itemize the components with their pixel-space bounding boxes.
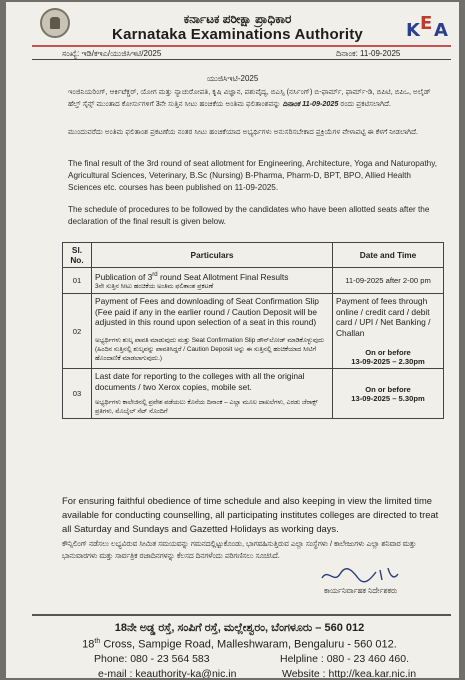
subject-line: ಯುಜಿಸಿಇಟಿ-2025 — [206, 74, 259, 83]
row-date: Payment of fees through online / credit card / debit card / UPI / Net Banking / Challan On or before 13-09-2025 – 2.30pm — [333, 294, 444, 369]
closing-paragraph-english: For ensuring faithful obedience of time schedule and also keeping in view the limited time available for conducting counselling, all participating institutes colleges are directed to treat all Saturday and Sundays and Gazetted Holidays as working days. — [62, 495, 439, 534]
kannada-paragraph-1: ಇಂಜಿನಿಯರಿಂಗ್, ಆರ್ಕಿಟೆಕ್ಚರ್, ಯೋಗ ಮತ್ತು ನ್ಯಾಚುರೋಪತಿ, ಕೃಷಿ ವಿಜ್ಞಾನ, ಪಶುವೈದ್ಯ, ಬಿಎಸ್ಸಿ (ನರ್ಸಿಂಗ್) ಬಿ-ಫಾರ್ಮ್, ಫಾರ್ಮ್-ಡಿ, ಬಿಪಿಟಿ, ಬಿಪಿಒ, ಅಲೈಡ್ ಹೆಲ್ತ್ ಸೈನ್ಸ್ ಮುಂತಾದ ಕೋರ್ಸುಗಳಿಗೆ 3ನೇ ಸುತ್ತಿನ ಸೀಟು ಹಂಚಿಕೆಯ ಅಂತಿಮ ಫಲಿತಾಂಶವನ್ನು ದಿನಾಂಕ 11-09-2025 ರಂದು ಪ್ರಕಟಿಸಲಾಗಿದೆ. — [68, 87, 431, 108]
authority-title-english: Karnataka Examinations Authority — [112, 26, 363, 43]
footer-address-kannada: 18ನೇ ಅಡ್ಡ ರಸ್ತೆ, ಸಂಪಿಗೆ ರಸ್ತೆ, ಮಲ್ಲೇಶ್ವರಂ, ಬೆಂಗಳೂರು – 560 012 — [114, 622, 365, 634]
authority-title-kannada: ಕರ್ನಾಟಕ ಪರೀಕ್ಷಾ ಪ್ರಾಧಿಕಾರ — [183, 12, 292, 26]
table-row — [63, 369, 444, 419]
row-particulars: Publication of 3rd round Seat Allotment Final Results 3ನೇ ಸುತ್ತಿನ ಸೀಟು ಹಂಚಿಕೆಯ ಅಂತಿಮ ಫಲಿತಾಂಶ ಪ್ರಕಟಣೆ — [92, 268, 333, 294]
footer-divider — [32, 614, 451, 616]
notice-date: ದಿನಾಂಕ: 11-09-2025 — [336, 49, 401, 58]
closing-paragraph-kannada: ಕೌನ್ಸಿಲಿಂಗ್ ನಡೆಸಲು ಲಭ್ಯವಿರುವ ಸೀಮಿತ ಸಮಯವನ್ನು ಗಮನದಲ್ಲಿಟ್ಟುಕೊಂಡು, ಭಾಗವಹಿಸುತ್ತಿರುವ ಎಲ್ಲಾ ಸಂಸ್ಥೆಗಳು / ಕಾಲೇಜುಗಳು ಎಲ್ಲಾ ಶನಿವಾರ ಮತ್ತು ಭಾನುವಾರಗಳು ಮತ್ತು ಸಾರ್ವತ್ರಿಕ ರಜಾದಿನಗಳನ್ನು ಕೆಲಸದ ದಿನಗಳೆಂದು ಪರಿಗಣಿಸಲು ಸೂಚಿಸಿದೆ. — [62, 539, 417, 560]
footer-phone: Phone: 080 - 23 564 583 — [94, 653, 210, 665]
footer-email[interactable]: e-mail : keauthority-ka@nic.in — [98, 668, 237, 678]
schedule-table — [62, 242, 444, 419]
header-divider-thin — [32, 59, 451, 60]
footer-website[interactable]: Website : http://kea.kar.nic.in — [282, 668, 417, 678]
row-date: On or before 13-09-2025 – 5.30pm — [333, 369, 444, 419]
row-sl: 01 — [63, 268, 92, 294]
signature-icon — [318, 564, 408, 586]
row-sl: 02 — [63, 294, 92, 369]
header-particulars: Particulars — [92, 243, 333, 268]
header-sl-no: Sl. No. — [63, 243, 92, 268]
kannada-paragraph-2: ಮುಂದುವರೆದು ಅಂತಿಮ ಫಲಿತಾಂಶ ಪ್ರಕಟಣೆಯ ನಂತರ ಸೀಟು ಹಂಚಿಕೆಯಾದ ಅಭ್ಯರ್ಥಿಗಳು ಅನುಸರಿಸಬೇಕಾದ ಪ್ರಕ್ರಿಯೆಗಳ ವೇಳಾಪಟ್ಟಿ ಈ ಕೆಳಗೆ ನೀಡಲಾಗಿದೆ. — [68, 127, 418, 136]
notice-page — [6, 2, 459, 678]
reference-number: ಸಂಖ್ಯೆ: ಇಡಿ/ಕಇಎ/ಯುಜಿಸಿಇಟಿ/2025 — [62, 49, 162, 58]
header-date-time: Date and Time — [333, 243, 444, 268]
table-row — [63, 268, 444, 294]
footer-address-english: 18th Cross, Sampige Road, Malleshwaram, Bengaluru - 560 012. — [82, 638, 397, 651]
table-row — [63, 294, 444, 369]
row-particulars: Last date for reporting to the colleges with all the original documents / two Xerox copies, mobile set. ಅಭ್ಯರ್ಥಿಗಳು ಕಾಲೇಜಿನಲ್ಲಿ ಪ್ರವೇಶ ಪಡೆಯಲು ಕೊನೆಯ ದಿನಾಂಕ – ಎಲ್ಲಾ ಮೂಲ ದಾಖಲೆಗಳು, ಎರಡು ಜೆರಾಕ್ಸ್ ಪ್ರತಿಗಳು, ಮೊಬೈಲ್ ಸೆಟ್ ನೊಂದಿಗೆ — [92, 369, 333, 419]
english-paragraph-1: The final result of the 3rd round of seat allotment for Engineering, Architecture, Yoga and Naturopathy, Agricultural Sciences, Veterinary, B.Sc (Nursing) B-Pharma, Pharm-D, BPT, BPO, Allied Health Sciences etc. courses has been published on 11-09-2025. — [68, 159, 437, 192]
row-particulars: Payment of Fees and downloading of Seat Confirmation Slip (Fee paid if any in the earlier round / Caution Deposit will be adjusted in this round upon selection of a seat in this round) ಅಭ್ಯರ್ಥಿಗಳು ಶುಲ್ಕ ಪಾವತಿ ಮಾಡುವುದು ಮತ್ತು Seat Confirmation Slip ಡೌನ್‌ಲೋಡ್ ಮಾಡಿಕೊಳ್ಳುವುದು (ಹಿಂದಿನ ಸುತ್ತಿನಲ್ಲಿ ಶುಲ್ಕವನ್ನು ಪಾವತಿಸಿದ್ದರೆ / Caution Deposit ಅನ್ನು ಈ ಸುತ್ತಿನಲ್ಲಿ ಹಂಚಿಕೆಯಾದ ಸೀಟಿಗೆ ಹೊಂದಾಣಿಕೆ ಮಾಡಲಾಗುವುದು.) — [92, 294, 333, 369]
row-sl: 03 — [63, 369, 92, 419]
footer-helpline: Helpline : 080 - 23 460 460. — [280, 653, 410, 665]
row-date: 11-09-2025 after 2-00 pm — [333, 268, 444, 294]
table-header-row — [63, 243, 444, 268]
signatory-title: ಕಾರ್ಯನಿರ್ವಾಹಕ ನಿರ್ದೇಶಕರು — [324, 586, 398, 595]
header-divider — [32, 45, 451, 47]
english-paragraph-2: The schedule of procedures to be followed by the candidates who have been allotted seats after the declaration of the final result is given below. — [68, 205, 430, 226]
kea-logo: K E A — [406, 13, 448, 41]
